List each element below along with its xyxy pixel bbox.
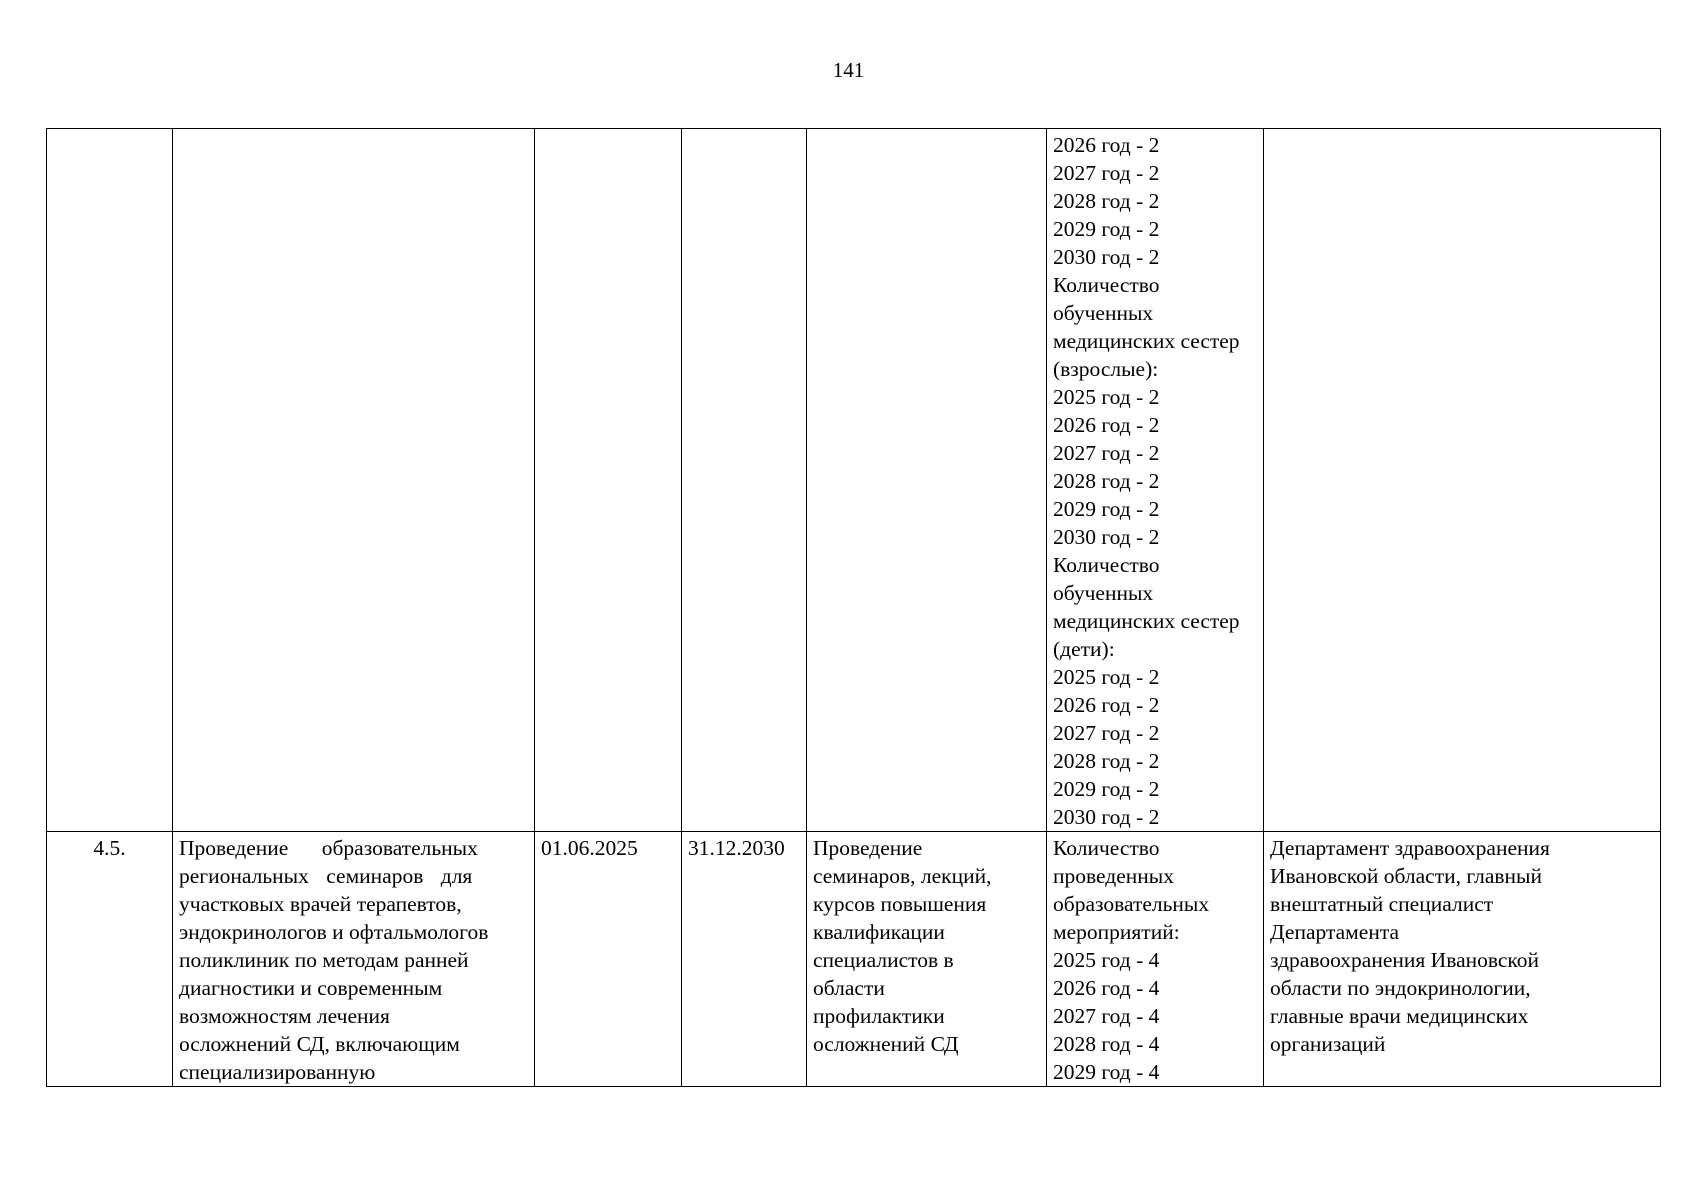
result-line: профилактики — [813, 1004, 945, 1028]
end-date: 31.12.2030 — [688, 836, 785, 860]
cell-indicators — [1047, 129, 1264, 832]
responsible-line: внештатный специалист — [1270, 892, 1494, 916]
indicator-line: 2028 год - 4 — [1053, 1032, 1160, 1056]
indicator-line: образовательных — [1053, 892, 1210, 916]
indicator-line: 2030 год - 2 — [1053, 245, 1160, 269]
indicator-line: 2025 год - 4 — [1053, 948, 1160, 972]
responsible-line: области по эндокринологии, — [1270, 976, 1531, 1000]
indicator-line: 2025 год - 2 — [1053, 665, 1160, 689]
cell-responsible — [1264, 129, 1661, 832]
result-line: области — [813, 976, 885, 1000]
indicator-line: 2029 год - 4 — [1053, 1060, 1160, 1084]
activity-line: диагностики и современным — [179, 976, 443, 1000]
indicator-line: Количество — [1053, 273, 1160, 297]
indicator-line: 2028 год - 2 — [1053, 189, 1160, 213]
cell-number — [47, 129, 173, 832]
result-line: специалистов в — [813, 948, 954, 972]
indicator-line: 2025 год - 2 — [1053, 385, 1160, 409]
indicator-line: Количество — [1053, 836, 1160, 860]
activity-line: специализированную — [179, 1060, 376, 1084]
page-number: 141 — [832, 58, 865, 82]
result-line: квалификации — [813, 920, 945, 944]
indicator-line: проведенных — [1053, 864, 1174, 888]
indicator-line: обученных — [1053, 301, 1154, 325]
cell-responsible — [1264, 832, 1661, 1087]
row-number: 4.5. — [93, 836, 126, 860]
indicator-line: 2029 год - 2 — [1053, 217, 1160, 241]
result-line: осложнений СД — [813, 1032, 959, 1056]
cell-activity — [173, 832, 535, 1087]
indicator-line: 2030 год - 2 — [1053, 525, 1160, 549]
activity-line: возможностям лечения — [179, 1004, 390, 1028]
indicator-line: мероприятий: — [1053, 920, 1180, 944]
start-date: 01.06.2025 — [541, 836, 638, 860]
indicator-line: 2026 год - 2 — [1053, 133, 1160, 157]
indicator-line: 2030 год - 2 — [1053, 805, 1160, 829]
responsible-line: организаций — [1270, 1032, 1386, 1056]
activity-line: участковых врачей терапевтов, — [179, 892, 462, 916]
responsible-line: Ивановской области, главный — [1270, 864, 1542, 888]
cell-activity — [173, 129, 535, 832]
result-line: Проведение — [813, 836, 923, 860]
indicator-line: 2028 год - 2 — [1053, 469, 1160, 493]
indicator-line: 2027 год - 2 — [1053, 721, 1160, 745]
responsible-line: Департамент здравоохранения — [1270, 836, 1550, 860]
indicator-line: 2026 год - 2 — [1053, 413, 1160, 437]
indicator-line: 2026 год - 2 — [1053, 693, 1160, 717]
indicator-line: 2027 год - 4 — [1053, 1004, 1160, 1028]
cell-start-date — [535, 832, 682, 1087]
activity-line: Проведение образовательных — [179, 836, 478, 860]
activities-table — [46, 128, 1661, 1087]
responsible-line: главные врачи медицинских — [1270, 1004, 1529, 1028]
cell-end-date — [682, 832, 807, 1087]
activity-line: региональных семинаров для — [179, 864, 473, 888]
cell-indicators — [1047, 832, 1264, 1087]
cell-result — [807, 832, 1047, 1087]
activity-line: поликлиник по методам ранней — [179, 948, 469, 972]
result-line: семинаров, лекций, — [813, 864, 992, 888]
indicator-line: (дети): — [1053, 637, 1115, 661]
activity-line: осложнений СД, включающим — [179, 1032, 460, 1056]
indicator-line: 2029 год - 2 — [1053, 497, 1160, 521]
indicator-line: (взрослые): — [1053, 357, 1159, 381]
indicator-line: обученных — [1053, 581, 1154, 605]
indicator-line: 2029 год - 2 — [1053, 777, 1160, 801]
indicator-line: Количество — [1053, 553, 1160, 577]
table-row-4-5 — [47, 832, 1661, 1087]
indicator-line: 2027 год - 2 — [1053, 441, 1160, 465]
responsible-line: здравоохранения Ивановской — [1270, 948, 1540, 972]
indicator-line: 2027 год - 2 — [1053, 161, 1160, 185]
cell-result — [807, 129, 1047, 832]
table-row-continued — [47, 129, 1661, 832]
cell-number — [47, 832, 173, 1087]
cell-start-date — [535, 129, 682, 832]
cell-end-date — [682, 129, 807, 832]
indicator-line: медицинских сестер — [1053, 609, 1240, 633]
indicator-line: медицинских сестер — [1053, 329, 1240, 353]
indicator-line: 2026 год - 4 — [1053, 976, 1160, 1000]
activity-line: эндокринологов и офтальмологов — [179, 920, 489, 944]
indicator-line: 2028 год - 2 — [1053, 749, 1160, 773]
responsible-line: Департамента — [1270, 920, 1400, 944]
result-line: курсов повышения — [813, 892, 987, 916]
